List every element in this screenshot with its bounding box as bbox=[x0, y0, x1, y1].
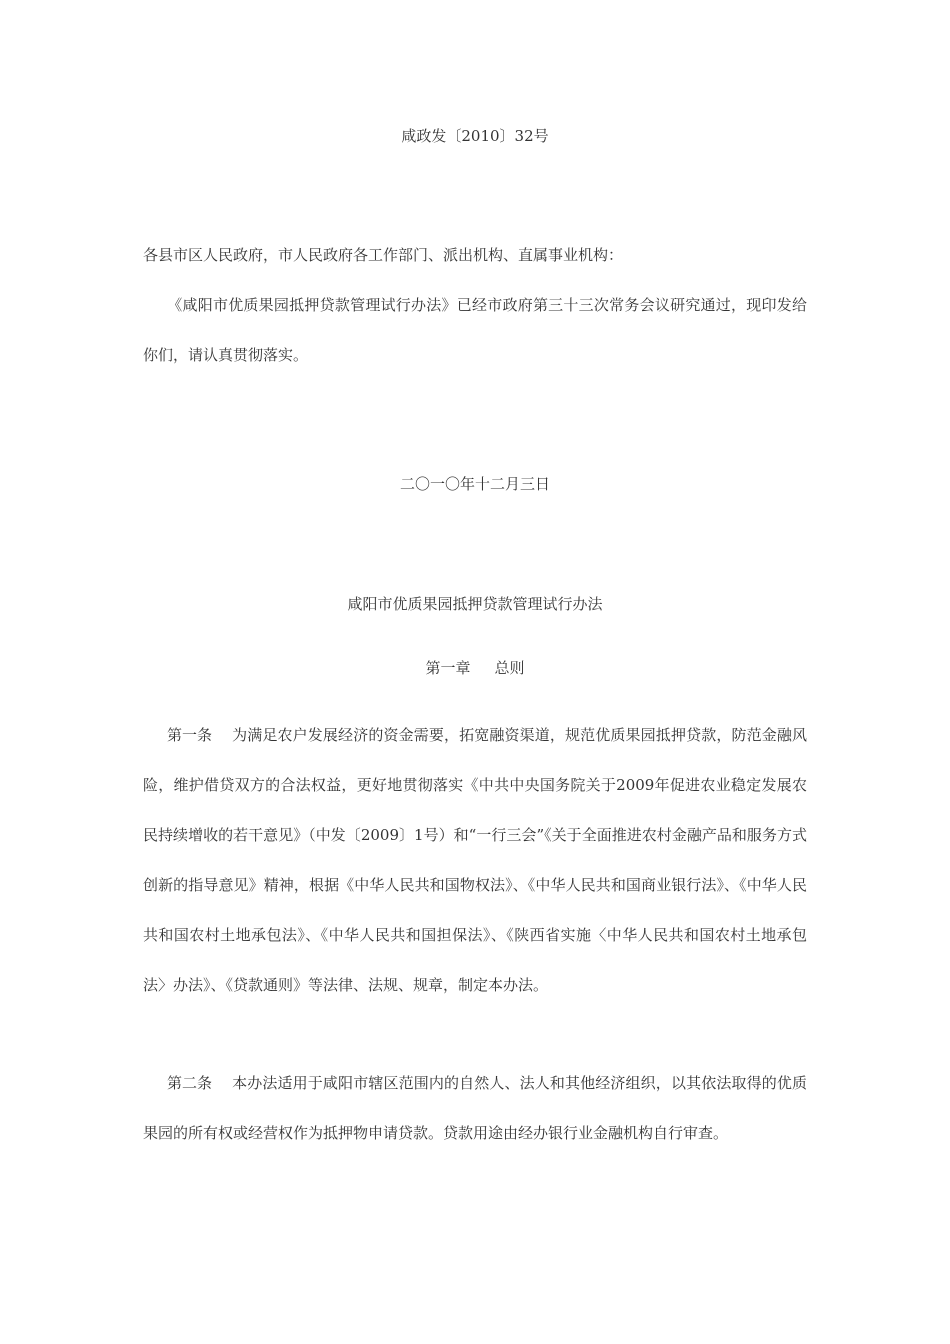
article-1-text: 为满足农户发展经济的资金需要，拓宽融资渠道，规范优质果园抵押贷款，防范金融风险，维护借贷双方的合法权益，更好地贯彻落实《中共中央国务院关于2009年促进农业稳定发展农民持续增收的若干意见》（中发〔2009〕1号）和“一行三会”《关于全面推进农村金融产品和服务方式创新的指导意见》精神，根据《中华人民共和国物权法》、《中华人民共和国商业银行法》、《中华人民共和国农村土地承包法》、《中华人民共和国担保法》、《陕西省实施〈中华人民共和国农村土地承包法〉办法》、《贷款通则》等法律、法规、规章，制定本办法。 bbox=[143, 726, 807, 994]
article-2-label: 第二条 bbox=[167, 1074, 213, 1092]
article-2 bbox=[143, 1058, 807, 1158]
chapter-heading bbox=[0, 656, 950, 680]
issue-date: 二〇一〇年十二月三日 bbox=[399, 475, 550, 493]
chapter-label: 第一章 bbox=[425, 659, 471, 677]
notice-body-text: 《咸阳市优质果园抵押贷款管理试行办法》已经市政府第三十三次常务会议研究通过，现印发给你们，请认真贯彻落实。 bbox=[143, 296, 807, 364]
article-1-label: 第一条 bbox=[167, 726, 213, 744]
notice-body bbox=[143, 280, 807, 380]
document-title: 咸阳市优质果园抵押贷款管理试行办法 bbox=[347, 595, 603, 613]
document-number: 咸政发〔2010〕32号 bbox=[401, 127, 549, 145]
article-1 bbox=[143, 710, 807, 1010]
article-2-text: 本办法适用于咸阳市辖区范围内的自然人、法人和其他经济组织，以其依法取得的优质果园的所有权或经营权作为抵押物申请贷款。贷款用途由经办银行业金融机构自行审查。 bbox=[143, 1074, 807, 1142]
salutation: 各县市区人民政府，市人民政府各工作部门、派出机构、直属事业机构： bbox=[143, 246, 624, 264]
chapter-name: 总则 bbox=[494, 659, 525, 677]
